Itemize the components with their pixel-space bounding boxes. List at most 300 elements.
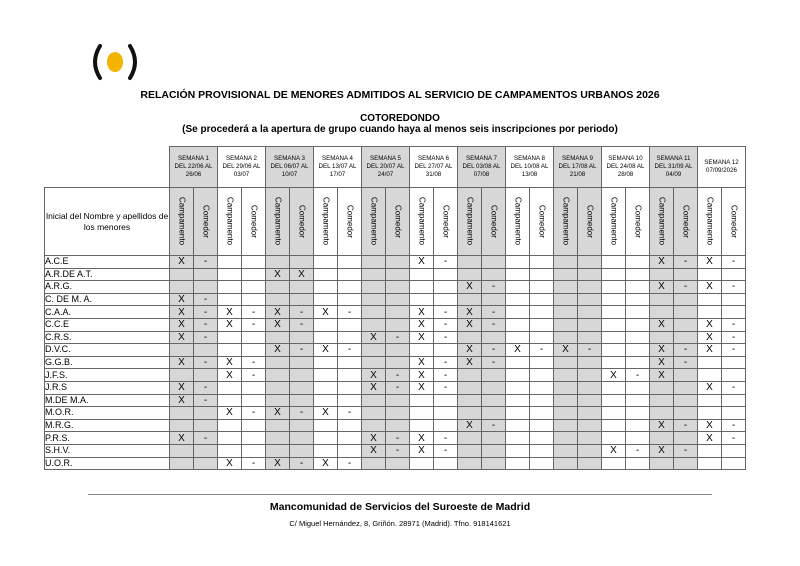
campamento-cell: X <box>218 457 242 470</box>
comedor-cell: - <box>194 256 218 269</box>
comedor-cell <box>242 281 266 294</box>
comedor-cell <box>674 268 698 281</box>
comedor-cell <box>338 444 362 457</box>
comedor-cell <box>434 281 458 294</box>
campamento-cell <box>314 268 338 281</box>
comedor-cell <box>290 331 314 344</box>
campamento-cell <box>170 369 194 382</box>
comedor-cell: - <box>722 318 746 331</box>
comedor-cell: - <box>674 256 698 269</box>
comedor-cell: - <box>434 331 458 344</box>
campamento-cell <box>602 256 626 269</box>
campamento-cell <box>218 331 242 344</box>
comedor-cell: - <box>194 318 218 331</box>
comedor-cell <box>482 268 506 281</box>
comedor-cell: - <box>482 318 506 331</box>
table-row <box>45 381 746 394</box>
comedor-cell <box>626 344 650 357</box>
week-dates: 07/09/2026 <box>706 167 737 174</box>
campamento-cell <box>554 293 578 306</box>
week-header <box>410 147 458 188</box>
comedor-cell <box>194 268 218 281</box>
campamento-cell <box>362 419 386 432</box>
campamento-cell <box>218 419 242 432</box>
comedor-cell <box>290 281 314 294</box>
comedor-cell: - <box>194 356 218 369</box>
comedor-cell: - <box>722 419 746 432</box>
admissions-table <box>44 146 746 470</box>
campamento-cell <box>410 407 434 420</box>
campamento-cell <box>170 419 194 432</box>
week-dates: DEL 20/07 AL 24/07 <box>366 163 405 178</box>
week-header <box>650 147 698 188</box>
comedor-cell: - <box>674 344 698 357</box>
comedor-cell: - <box>242 318 266 331</box>
comedor-cell: - <box>242 306 266 319</box>
comedor-cell <box>482 369 506 382</box>
campamento-cell <box>266 419 290 432</box>
comedor-cell <box>578 457 602 470</box>
note-text: (Se procederá a la apertura de grupo cuando haya al menos seis inscripciones por periodo) <box>182 124 618 135</box>
comedor-cell: - <box>386 444 410 457</box>
week-label: SEMANA 6 <box>418 155 449 162</box>
comedor-cell: - <box>242 369 266 382</box>
comedor-header <box>242 188 266 256</box>
campamento-cell <box>554 281 578 294</box>
campamento-cell: X <box>650 281 674 294</box>
comedor-cell <box>578 444 602 457</box>
comedor-cell <box>338 293 362 306</box>
comedor-cell: - <box>434 256 458 269</box>
comedor-cell: - <box>242 356 266 369</box>
comedor-cell <box>338 369 362 382</box>
comedor-cell: - <box>722 432 746 445</box>
comedor-cell: - <box>194 381 218 394</box>
comedor-cell <box>530 407 554 420</box>
comedor-cell <box>530 419 554 432</box>
child-initials: S.H.V. <box>45 444 170 457</box>
campamento-header <box>218 188 242 256</box>
campamento-cell <box>170 407 194 420</box>
campamento-cell <box>554 356 578 369</box>
campamento-cell <box>266 356 290 369</box>
campamento-cell <box>554 394 578 407</box>
comedor-cell <box>578 318 602 331</box>
campamento-cell <box>266 293 290 306</box>
campamento-cell <box>314 331 338 344</box>
campamento-cell <box>698 394 722 407</box>
campamento-cell <box>602 306 626 319</box>
campamento-cell <box>218 394 242 407</box>
campamento-cell: X <box>602 444 626 457</box>
campamento-cell <box>458 256 482 269</box>
table-row <box>45 331 746 344</box>
child-initials: M.DE M.A. <box>45 394 170 407</box>
campamento-cell <box>266 256 290 269</box>
comedor-cell <box>722 369 746 382</box>
campamento-cell: X <box>698 432 722 445</box>
campamento-cell: X <box>410 318 434 331</box>
comedor-cell: - <box>578 344 602 357</box>
campamento-cell <box>410 281 434 294</box>
campamento-cell: X <box>170 394 194 407</box>
comedor-cell <box>578 268 602 281</box>
sub-header-label: Campamento <box>273 197 283 246</box>
campamento-cell <box>410 419 434 432</box>
comedor-cell <box>290 356 314 369</box>
comedor-cell <box>674 407 698 420</box>
comedor-cell <box>578 419 602 432</box>
week-label: SEMANA 9 <box>562 155 593 162</box>
campamento-cell <box>458 381 482 394</box>
comedor-cell <box>722 457 746 470</box>
comedor-cell <box>674 457 698 470</box>
comedor-cell <box>338 394 362 407</box>
campamento-cell <box>554 306 578 319</box>
campamento-cell: X <box>458 419 482 432</box>
comedor-cell <box>626 407 650 420</box>
campamento-cell <box>602 394 626 407</box>
campamento-cell <box>602 407 626 420</box>
child-initials: A.R.DE A.T. <box>45 268 170 281</box>
comedor-cell <box>434 457 458 470</box>
comedor-cell <box>626 381 650 394</box>
comedor-cell <box>290 432 314 445</box>
comedor-cell: - <box>194 331 218 344</box>
comedor-cell <box>386 344 410 357</box>
campamento-cell <box>314 293 338 306</box>
location-title: COTOREDONDO <box>360 113 440 124</box>
campamento-cell <box>650 407 674 420</box>
comedor-cell <box>338 381 362 394</box>
campamento-cell <box>602 432 626 445</box>
campamento-cell <box>458 268 482 281</box>
campamento-cell: X <box>650 356 674 369</box>
campamento-cell: X <box>362 432 386 445</box>
comedor-cell <box>674 306 698 319</box>
comedor-cell <box>626 306 650 319</box>
footer-address: C/ Miguel Hernández, 8, Griñón. 28971 (Madrid). Tfno. 918141621 <box>289 519 511 528</box>
campamento-cell <box>698 407 722 420</box>
comedor-cell <box>386 407 410 420</box>
comedor-cell: - <box>482 419 506 432</box>
campamento-cell: X <box>218 306 242 319</box>
comedor-cell: - <box>674 419 698 432</box>
comedor-cell: - <box>290 457 314 470</box>
comedor-cell: - <box>674 281 698 294</box>
comedor-cell <box>482 407 506 420</box>
comedor-header <box>194 188 218 256</box>
comedor-cell: - <box>386 381 410 394</box>
child-initials: J.F.S. <box>45 369 170 382</box>
campamento-cell <box>362 293 386 306</box>
comedor-cell <box>578 331 602 344</box>
campamento-cell <box>506 306 530 319</box>
comedor-cell: - <box>482 344 506 357</box>
comedor-cell <box>722 306 746 319</box>
campamento-cell <box>650 457 674 470</box>
comedor-cell: - <box>626 369 650 382</box>
comedor-cell <box>674 394 698 407</box>
child-initials: C. DE M. A. <box>45 293 170 306</box>
campamento-header <box>362 188 386 256</box>
campamento-cell <box>554 369 578 382</box>
comedor-cell <box>386 268 410 281</box>
campamento-cell <box>266 381 290 394</box>
campamento-cell <box>170 344 194 357</box>
sub-header-label: Campamento <box>657 197 667 246</box>
comedor-cell: - <box>626 444 650 457</box>
comedor-cell <box>242 394 266 407</box>
week-label: SEMANA 12 <box>704 159 739 166</box>
campamento-cell <box>314 419 338 432</box>
comedor-cell <box>722 394 746 407</box>
campamento-header <box>506 188 530 256</box>
campamento-cell <box>506 331 530 344</box>
footer-organization: Mancomunidad de Servicios del Suroeste de Madrid <box>269 501 531 513</box>
campamento-cell <box>170 281 194 294</box>
comedor-cell: - <box>434 444 458 457</box>
table-row <box>45 444 746 457</box>
campamento-cell <box>458 331 482 344</box>
comedor-cell <box>626 331 650 344</box>
comedor-cell: - <box>386 331 410 344</box>
campamento-cell <box>218 381 242 394</box>
campamento-cell: X <box>650 344 674 357</box>
comedor-cell: - <box>482 356 506 369</box>
comedor-header <box>386 188 410 256</box>
table-row <box>45 281 746 294</box>
comedor-cell <box>242 268 266 281</box>
child-initials: C.A.A. <box>45 306 170 319</box>
comedor-cell: - <box>338 457 362 470</box>
comedor-cell <box>482 331 506 344</box>
campamento-cell <box>362 268 386 281</box>
campamento-cell: X <box>698 256 722 269</box>
campamento-cell: X <box>410 331 434 344</box>
comedor-cell <box>386 356 410 369</box>
footer-divider <box>88 494 712 495</box>
campamento-cell: X <box>170 356 194 369</box>
comedor-cell <box>674 381 698 394</box>
campamento-cell <box>506 419 530 432</box>
comedor-cell: - <box>722 331 746 344</box>
sub-header-label: Campamento <box>465 197 475 246</box>
week-label: SEMANA 4 <box>322 155 353 162</box>
table-row <box>45 293 746 306</box>
comedor-header <box>530 188 554 256</box>
campamento-cell <box>554 268 578 281</box>
campamento-cell <box>410 268 434 281</box>
campamento-cell <box>218 256 242 269</box>
comedor-cell: - <box>434 432 458 445</box>
sub-header-label: Comedor <box>729 205 739 238</box>
campamento-cell <box>506 356 530 369</box>
campamento-cell: X <box>458 281 482 294</box>
campamento-cell: X <box>362 381 386 394</box>
campamento-cell: X <box>698 281 722 294</box>
table-row <box>45 407 746 420</box>
campamento-cell <box>650 293 674 306</box>
table-row <box>45 419 746 432</box>
comedor-cell: - <box>434 306 458 319</box>
sub-header-label: Comedor <box>633 205 643 238</box>
campamento-cell: X <box>314 344 338 357</box>
comedor-cell <box>530 394 554 407</box>
child-initials: P.R.S. <box>45 432 170 445</box>
comedor-cell <box>578 356 602 369</box>
comedor-cell: - <box>722 256 746 269</box>
week-header <box>458 147 506 188</box>
campamento-cell <box>506 369 530 382</box>
table-row <box>45 318 746 331</box>
campamento-cell <box>362 281 386 294</box>
child-initials: C.R.S. <box>45 331 170 344</box>
campamento-cell <box>218 293 242 306</box>
child-initials: A.C.E <box>45 256 170 269</box>
table-row <box>45 356 746 369</box>
comedor-cell <box>242 419 266 432</box>
comedor-cell <box>242 331 266 344</box>
comedor-header <box>338 188 362 256</box>
campamento-cell: X <box>698 381 722 394</box>
campamento-cell: X <box>170 306 194 319</box>
sub-header-label: Comedor <box>681 205 691 238</box>
comedor-cell <box>530 268 554 281</box>
campamento-cell <box>506 256 530 269</box>
week-label: SEMANA 3 <box>274 155 305 162</box>
table-row <box>45 369 746 382</box>
comedor-cell <box>530 256 554 269</box>
comedor-cell <box>482 256 506 269</box>
campamento-cell: X <box>362 331 386 344</box>
comedor-cell <box>626 432 650 445</box>
comedor-cell <box>386 256 410 269</box>
comedor-cell: - <box>194 293 218 306</box>
week-dates: DEL 06/07 AL 10/07 <box>270 163 309 178</box>
comedor-cell <box>386 318 410 331</box>
comedor-cell <box>530 444 554 457</box>
campamento-cell: X <box>650 444 674 457</box>
campamento-cell <box>602 268 626 281</box>
comedor-cell: - <box>434 318 458 331</box>
campamento-cell <box>650 381 674 394</box>
comedor-cell <box>530 306 554 319</box>
campamento-cell <box>314 444 338 457</box>
comedor-cell <box>626 394 650 407</box>
comedor-cell <box>530 331 554 344</box>
campamento-cell <box>362 344 386 357</box>
sub-header-label: Campamento <box>417 197 427 246</box>
comedor-cell <box>194 419 218 432</box>
campamento-cell <box>698 457 722 470</box>
campamento-cell <box>218 432 242 445</box>
comedor-cell <box>386 293 410 306</box>
comedor-cell <box>434 394 458 407</box>
comedor-cell: - <box>386 432 410 445</box>
child-initials: C.C.E <box>45 318 170 331</box>
comedor-header <box>674 188 698 256</box>
campamento-cell: X <box>266 268 290 281</box>
campamento-cell: X <box>314 457 338 470</box>
comedor-cell <box>626 256 650 269</box>
campamento-cell <box>362 394 386 407</box>
campamento-cell: X <box>266 344 290 357</box>
campamento-cell <box>362 356 386 369</box>
comedor-cell: X <box>290 268 314 281</box>
sub-header-row <box>45 188 746 256</box>
campamento-cell <box>314 356 338 369</box>
campamento-cell <box>170 457 194 470</box>
sub-header-label: Campamento <box>705 197 715 246</box>
comedor-cell <box>578 381 602 394</box>
campamento-header <box>554 188 578 256</box>
campamento-cell <box>410 457 434 470</box>
comedor-cell <box>290 381 314 394</box>
week-header <box>506 147 554 188</box>
campamento-cell: X <box>266 306 290 319</box>
week-header <box>170 147 218 188</box>
comedor-cell <box>482 381 506 394</box>
campamento-cell <box>506 381 530 394</box>
campamento-cell <box>218 268 242 281</box>
campamento-cell <box>458 293 482 306</box>
comedor-cell <box>290 444 314 457</box>
sub-header-label: Comedor <box>297 205 307 238</box>
campamento-cell <box>698 369 722 382</box>
campamento-cell <box>602 457 626 470</box>
comedor-cell <box>338 256 362 269</box>
campamento-cell: X <box>650 419 674 432</box>
comedor-cell <box>674 293 698 306</box>
campamento-cell: X <box>170 256 194 269</box>
comedor-cell <box>626 419 650 432</box>
page-title: RELACIÓN PROVISIONAL DE MENORES ADMITIDOS AL SERVICIO DE CAMPAMENTOS URBANOS 2026 <box>140 89 660 101</box>
campamento-cell <box>266 444 290 457</box>
comedor-cell <box>530 381 554 394</box>
comedor-cell <box>194 369 218 382</box>
comedor-cell: - <box>242 407 266 420</box>
comedor-header <box>290 188 314 256</box>
comedor-header <box>722 188 746 256</box>
campamento-cell <box>554 432 578 445</box>
week-label: SEMANA 10 <box>608 155 643 162</box>
campamento-header <box>602 188 626 256</box>
campamento-cell <box>554 331 578 344</box>
child-initials: M.R.G. <box>45 419 170 432</box>
child-initials: D.V.C. <box>45 344 170 357</box>
campamento-cell: X <box>170 293 194 306</box>
campamento-cell <box>506 444 530 457</box>
campamento-cell: X <box>314 306 338 319</box>
sub-header-label: Comedor <box>489 205 499 238</box>
week-dates: DEL 27/07 AL 31/08 <box>414 163 453 178</box>
week-header <box>602 147 650 188</box>
comedor-cell <box>530 356 554 369</box>
comedor-header <box>626 188 650 256</box>
campamento-cell: X <box>170 432 194 445</box>
sub-header-label: Comedor <box>201 205 211 238</box>
comedor-cell <box>290 293 314 306</box>
comedor-cell <box>626 356 650 369</box>
table-row <box>45 394 746 407</box>
comedor-cell <box>530 432 554 445</box>
comedor-cell <box>338 318 362 331</box>
campamento-cell <box>362 407 386 420</box>
comedor-cell <box>242 381 266 394</box>
comedor-cell <box>386 419 410 432</box>
comedor-cell <box>290 394 314 407</box>
